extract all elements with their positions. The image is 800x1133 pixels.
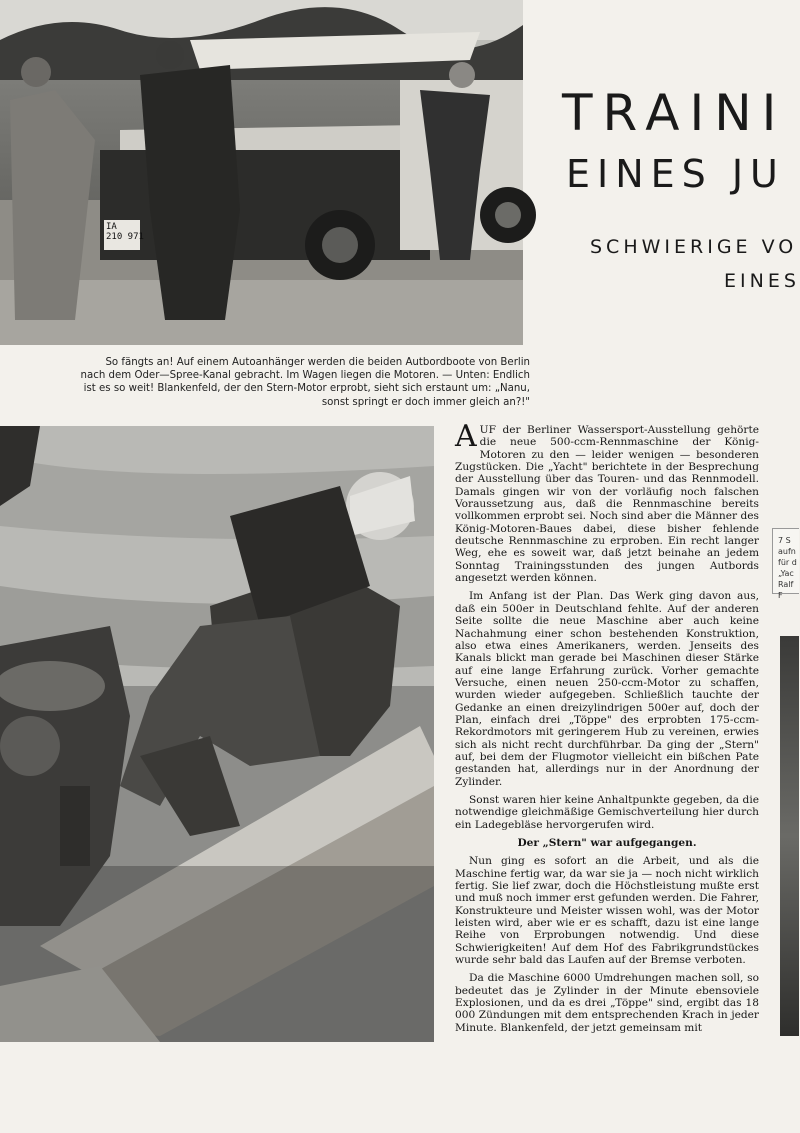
- article-body: [455, 419, 759, 1040]
- article-paragraph: Da die Maschine 6000 Umdrehungen machen soll, so bedeutet das je Zylinder in der Minute ebensoviele Explosionen, und da es drei „Töppe" sind, ergibt das 18 000 Zündungen mit dem entsprechenden Krach in jeder Minute. Blankenfeld, der jetzt gemeinsam mit: [455, 972, 759, 1034]
- license-plate-prefix: IA: [106, 222, 117, 232]
- side-caption-box: [772, 528, 799, 600]
- article-paragraph: Sonst waren hier keine Anhaltpunkte gegeben, da die notwendige gleichmäßige Gemischverteilung hier durch ein Ladegebläse hervorgerufen wird.: [455, 793, 759, 831]
- paragraph-text: UF der Berliner Wassersport-Ausstellung gehörte die neue 500-ccm-Rennmaschine der König-Motoren zu den — leider wenigen — besonderen Zugstücken. Die „Yacht" berichtete in der Besprechung der Ausstellung über das Touren- und das Rennmodell. Damals gingen wir von der vorläufig noch falschen Voraussetzung aus, daß die Rennmaschine bereits vollkommen erprobt sei. Noch sind aber die Männer des König-Motoren-Baues dabei, diese bisher fehlende deutsche Rennmaschine zu erproben. Ein recht langer Weg, ehe es soweit war, daß jetzt beinahe an jedem Sonntag Trainingsstunden des jungen Autbords angesetzt werden können.: [455, 424, 759, 585]
- subheadline-line-2: EINES: [724, 270, 800, 292]
- side-caption-line: aufn: [778, 547, 796, 556]
- caption-line: sonst springt er doch immer gleich an?!": [321, 396, 530, 408]
- outboard-boat-photo: [0, 426, 434, 1042]
- trailer-photo: [0, 0, 523, 345]
- photo-caption: [60, 356, 530, 409]
- headline-line-1: TRAINI: [562, 84, 787, 142]
- caption-line: So fängts an! Auf einem Autoanhänger werden die beiden Autbordboote von Berlin: [105, 357, 530, 368]
- article-paragraph: Nun ging es sofort an die Arbeit, und als die Maschine fertig war, da war sie ja — noch nicht wirklich fertig. Sie lief zwar, doch die Höchstleistung mußte erst und muß noch immer erst gefunden werden. Die Fahrer, Konstrukteure und Meister wissen wohl, was der Motor leisten wird, aber wie er es schafft, dazu ist eine lange Reihe von Erprobungen notwendig. Und diese Schwierigkeiten! Auf dem Hof des Fabrikgrundstückes wurde sehr bald das Laufen auf der Bremse verboten.: [455, 855, 759, 967]
- license-plate-number: 210 971: [106, 232, 144, 242]
- side-caption-line: für d: [778, 558, 797, 567]
- cropped-side-photo: [780, 636, 799, 1036]
- article-paragraph: [455, 419, 759, 585]
- subheadline-line-1: SCHWIERIGE VO: [590, 236, 798, 258]
- caption-line: nach dem Oder—Spree-Kanal gebracht. Im Wagen liegen die Motoren. — Unten: Endlich: [80, 370, 530, 382]
- drop-cap: A: [455, 419, 477, 454]
- article-paragraph: Im Anfang ist der Plan. Das Werk ging davon aus, daß ein 500er in Deutschland fehlte. Auf der anderen Seite sollte die neue Maschine aber auch keine Nachahmung einer schon bestehenden Konstruktion, also etwa eines Amerikaners, werden. Jenseits des Kanals blickt man gerade bei Maschinen dieser Stärke auf eine lange Erfahrung zurück. Vorher gemachte Versuche, einen neuen 250-ccm-Motor zu schaffen, wurden wieder aufgegeben. Schließlich tauchte der Gedanke an einen dreizylindrigen 500er auf, doch der Plan, einfach drei „Töppe" des erprobten 175-ccm-Rekordmotors mit geringerem Hub zu vereinen, erwies sich als nicht recht durchführbar. Da ging der „Stern" auf, bei dem der Flugmotor vielleicht ein bißchen Pate gestanden hat, allerdings nur in der Anordnung der Zylinder.: [455, 590, 759, 788]
- side-caption-line: „Yac: [778, 569, 794, 578]
- headline-line-2: EINES JU: [566, 152, 785, 196]
- article-subheading: Der „Stern" war aufgegangen.: [517, 837, 697, 849]
- side-caption-line: 7 S: [778, 536, 791, 545]
- side-caption-line: Ralf F: [778, 580, 794, 600]
- caption-line: ist es so weit! Blankenfeld, der den Stern-Motor erprobt, sieht sich erstaunt um: „Nanu,: [83, 383, 530, 395]
